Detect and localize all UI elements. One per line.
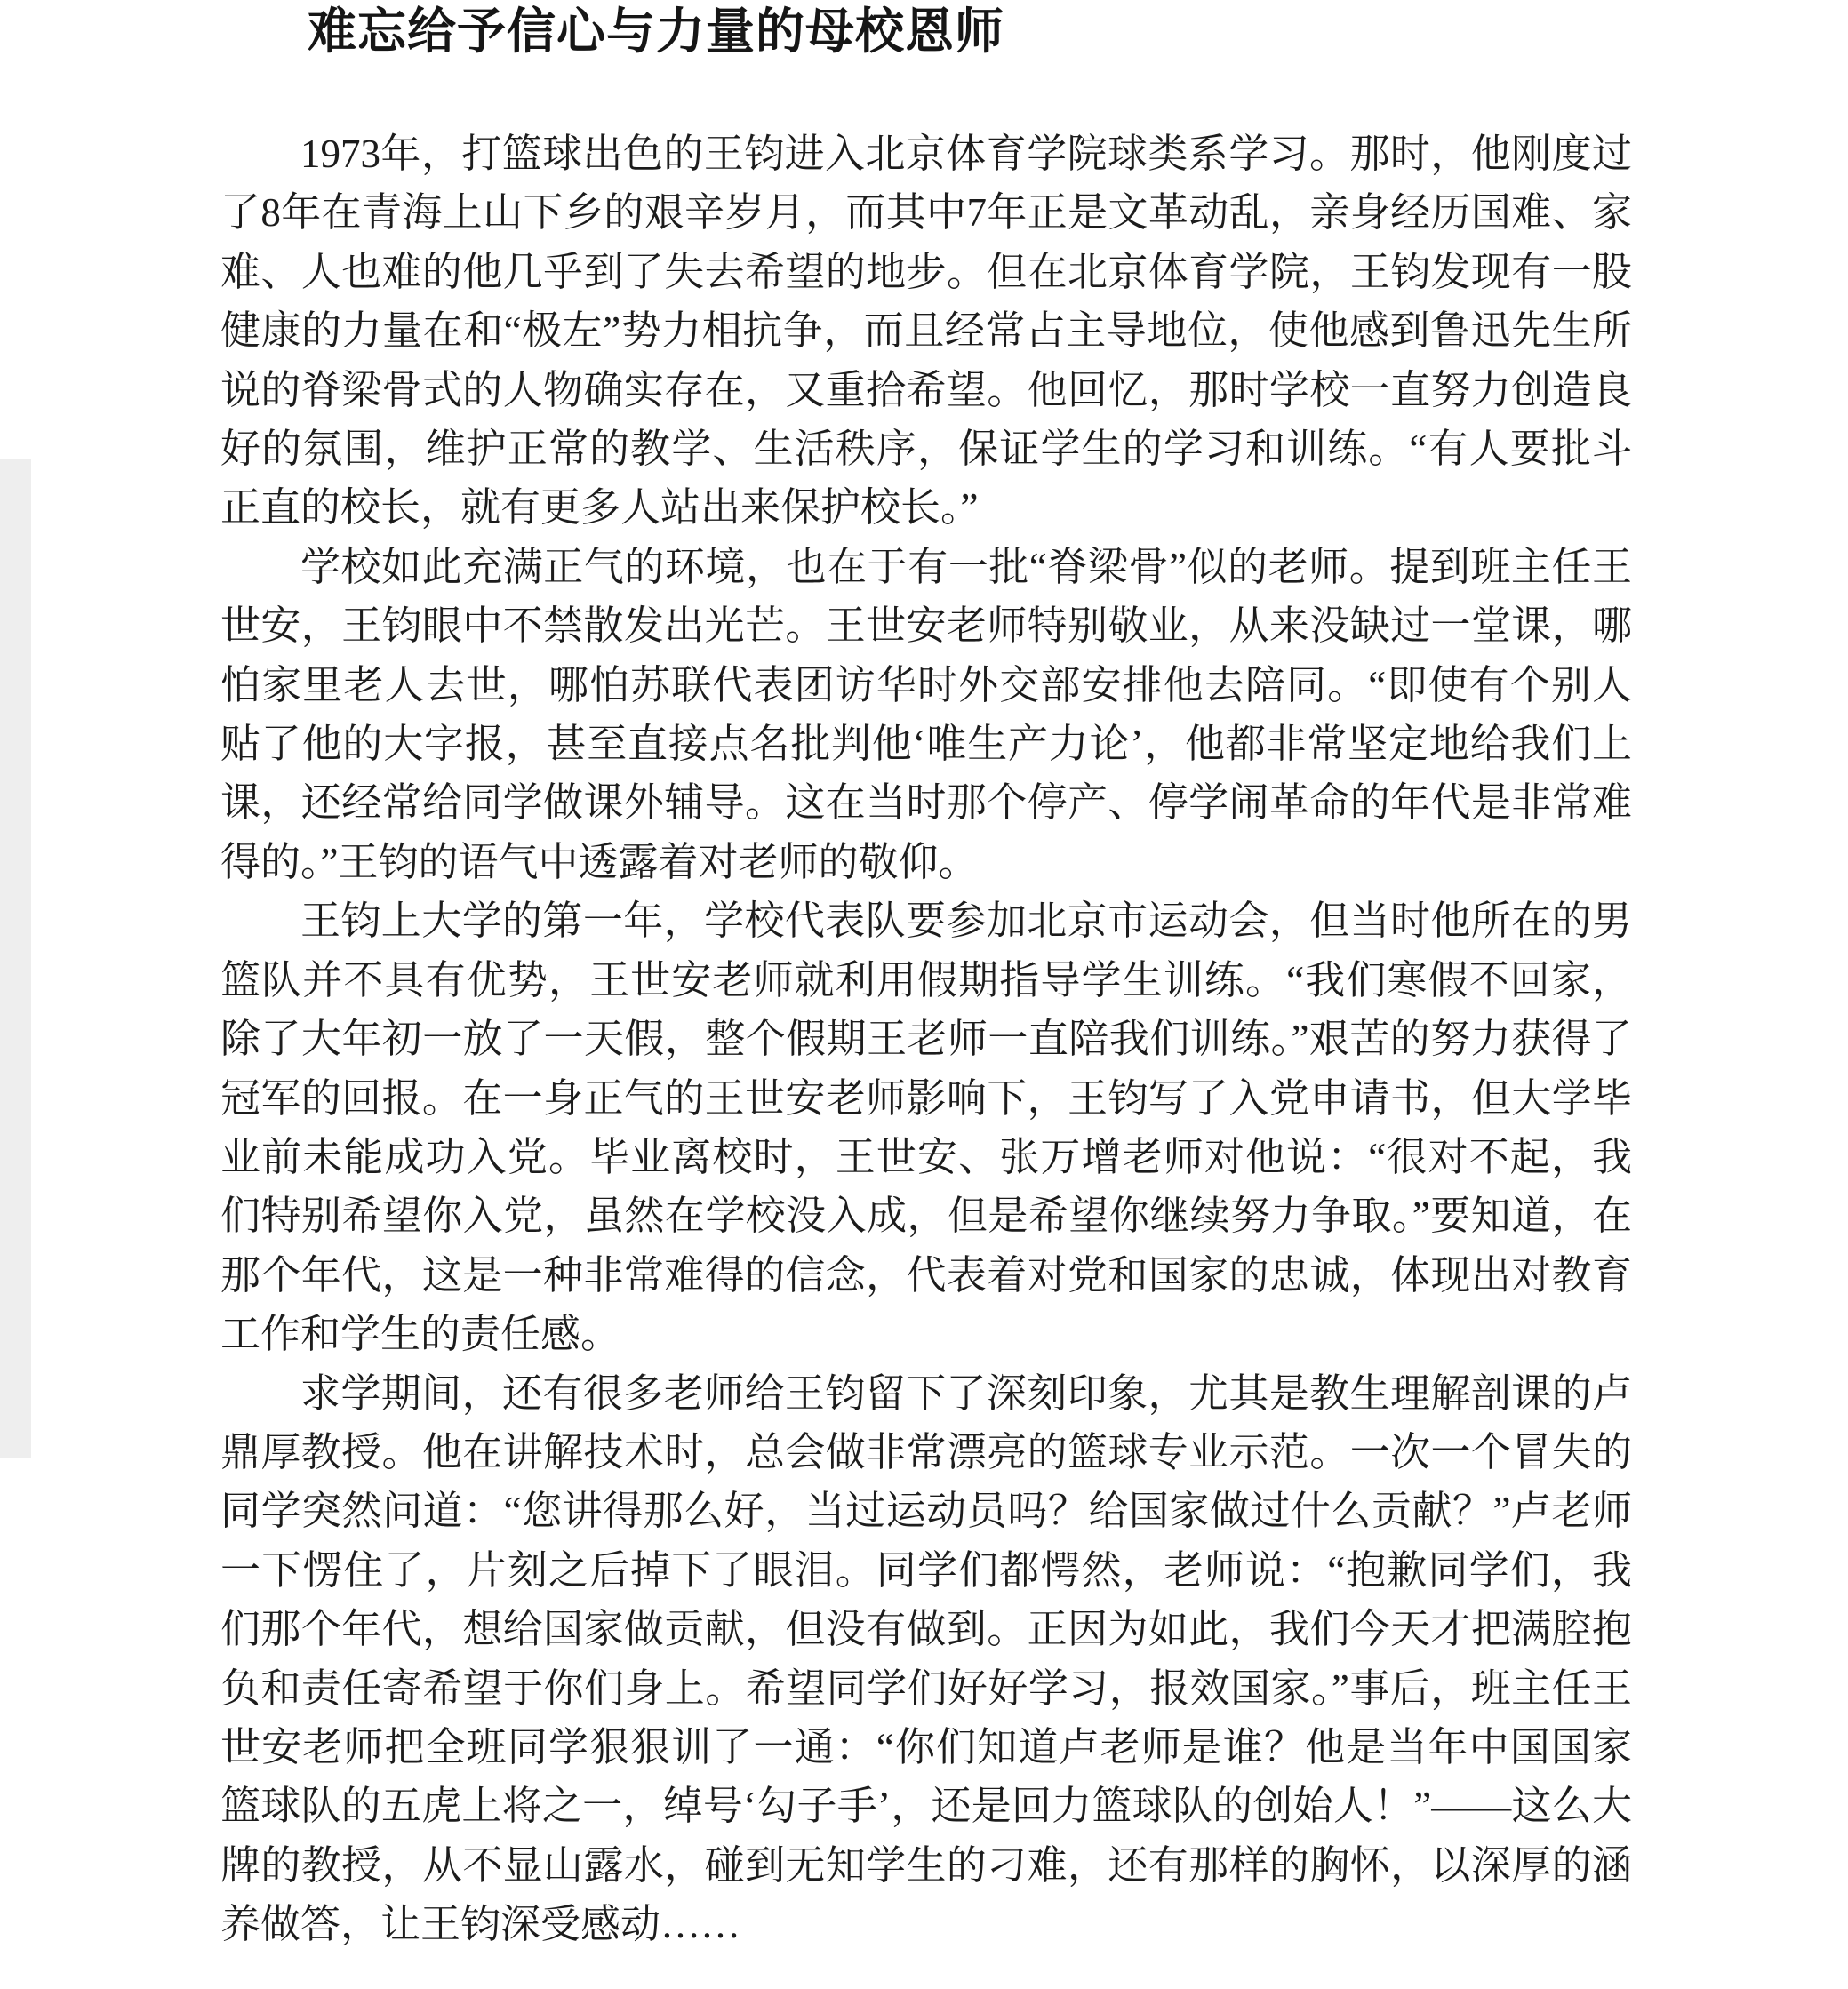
- article-paragraph: 王钧上大学的第一年，学校代表队要参加北京市运动会，但当时他所在的男篮队并不具有优势，王世安老师就利用假期指导学生训练。“我们寒假不回家，除了大年初一放了一天假，整个假期王老师一直陪我们训练。”艰苦的努力获得了冠军的回报。在一身正气的王世安老师影响下，王钧写了入党申请书，但大学毕业前未能成功入党。毕业离校时，王世安、张万增老师对他说：“很对不起，我们特别希望你入党，虽然在学校没入成，但是希望你继续努力争取。”要知道，在那个年代，这是一种非常难得的信念，代表着对党和国家的忠诚，体现出对教育工作和学生的责任感。: [220, 899, 1632, 1357]
- article-paragraph: 学校如此充满正气的环境，也在于有一批“脊梁骨”似的老师。提到班主任王世安，王钧眼中不禁散发出光芒。王世安老师特别敬业，从来没缺过一堂课，哪怕家里老人去世，哪怕苏联代表团访华时外交部安排他去陪同。“即使有个别人贴了他的大字报，甚至直接点名批判他‘唯生产力论’，他都非常坚定地给我们上课，还经常给同学做课外辅导。这在当时那个停产、停学闹革命的年代是非常难得的。”王钧的语气中透露着对老师的敬仰。: [220, 544, 1632, 884]
- left-margin-strip: [0, 459, 31, 1458]
- article-title: 难忘给予信心与力量的母校恩师: [308, 3, 1005, 60]
- article-body: [220, 124, 1632, 1954]
- article-paragraph: 1973年，打篮球出色的王钧进入北京体育学院球类系学习。那时，他刚度过了8年在青海上山下乡的艰辛岁月，而其中7年正是文革动乱，亲身经历国难、家难、人也难的他几乎到了失去希望的地步。但在北京体育学院，王钧发现有一股健康的力量在和“极左”势力相抗争，而且经常占主导地位，使他感到鲁迅先生所说的脊梁骨式的人物确实存在，又重拾希望。他回忆，那时学校一直努力创造良好的氛围，维护正常的教学、生活秩序，保证学生的学习和训练。“有人要批斗正直的校长，就有更多人站出来保护校长。”: [220, 132, 1632, 531]
- article-paragraph: 求学期间，还有很多老师给王钧留下了深刻印象，尤其是教生理解剖课的卢鼎厚教授。他在讲解技术时，总会做非常漂亮的篮球专业示范。一次一个冒失的同学突然问道：“您讲得那么好，当过运动员吗？给国家做过什么贡献？”卢老师一下愣住了，片刻之后掉下了眼泪。同学们都愕然，老师说：“抱歉同学们，我们那个年代，想给国家做贡献，但没有做到。正因为如此，我们今天才把满腔抱负和责任寄希望于你们身上。希望同学们好好学习，报效国家。”事后，班主任王世安老师把全班同学狠狠训了一通：“你们知道卢老师是谁？他是当年中国国家篮球队的五虎上将之一，绰号‘勾子手’，还是回力篮球队的创始人！”——这么大牌的教授，从不显山露水，碰到无知学生的刁难，还有那样的胸怀，以深厚的涵养做答，让王钧深受感动……: [220, 1370, 1632, 1947]
